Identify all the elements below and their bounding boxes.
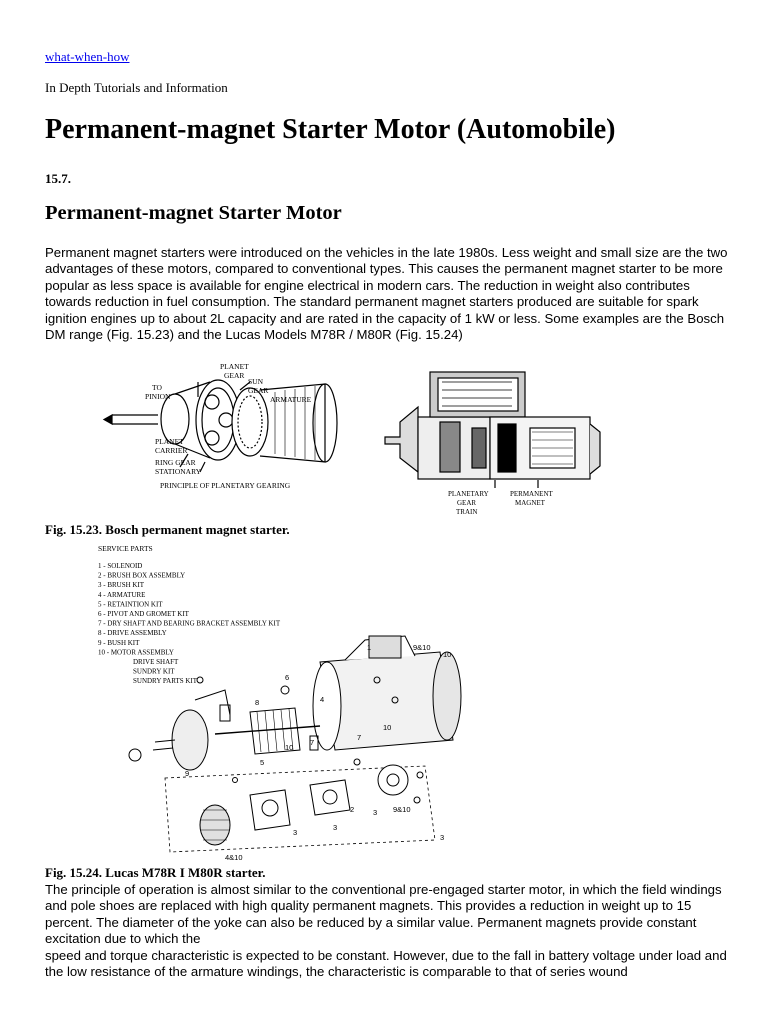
callout-5: 5 (260, 758, 265, 767)
service-part-item: SUNDRY KIT (133, 667, 175, 676)
callout-3-d: 3 (440, 833, 445, 842)
lucas-starter-figure (95, 540, 485, 865)
intro-paragraph: Permanent magnet starters were introduced on the vehicles in the late 1980s. Less weight and small size are the two advantages of these motors, compared to conventional types. This causes the permanent magnet starter to be more popular as less space is available for engine electrical in modern cars. The reduction in weight also contributes towards reduction in fuel consumption. The standard permanent magnet starters produced are suitable for spark ignition engines up to about 2L capacity and are rated in the capacity of 1 kW or less. Some examples are the Bosch DM range (Fig. 15.23) and the Lucas Models M78R / M80R (Fig. 15.24) (45, 245, 728, 343)
bosch-starter-figure (100, 362, 605, 520)
service-part-item: 9 - BUSH KIT (98, 638, 140, 647)
label-armature: ARMATURE (270, 395, 312, 404)
page-title: Permanent-magnet Starter Motor (Automobile) (45, 114, 616, 145)
service-part-item: 2 - BRUSH BOX ASSEMBLY (98, 571, 186, 580)
service-part-item: 7 - DRY SHAFT AND BEARING BRACKET ASSEMBLY KIT (98, 619, 281, 628)
service-part-item: 4 - ARMATURE (98, 590, 146, 599)
service-part-item: DRIVE SHAFT (133, 658, 179, 666)
label-planet: PLANET (220, 362, 249, 371)
label-train: TRAIN (456, 508, 478, 516)
label-gear: GEAR (224, 371, 245, 380)
figure-2-caption: Fig. 15.24. Lucas M78R I M80R starter. (45, 865, 266, 880)
operation-paragraph-part-2: speed and torque characteristic is expected to be constant. However, due to the fall in battery voltage under load and the low resistance of the armature windings, the characteristic is comparable to that of series wound (45, 947, 727, 980)
label-stationary: STATIONARY (155, 467, 202, 476)
callout-1: 1 (367, 643, 372, 652)
service-part-item: SUNDRY PARTS KIT (133, 677, 198, 686)
label-planet-carrier-1: PLANET (155, 437, 184, 446)
callout-3-a: 3 (293, 828, 298, 837)
site-home-link[interactable]: what-when-how (45, 49, 130, 64)
callout-10-mid: 10 (285, 743, 294, 752)
callout-6: 6 (285, 673, 290, 682)
callout-3-b: 3 (333, 823, 338, 832)
callout-9-10-top: 9&10 (413, 643, 431, 652)
figure-1-caption: Fig. 15.23. Bosch permanent magnet starter. (45, 522, 290, 537)
label-planetary: PLANETARY (448, 490, 489, 498)
planetary-gearing-diagram (104, 380, 337, 472)
label-principle: PRINCIPLE OF PLANETARY GEARING (160, 481, 291, 490)
service-parts-list (98, 562, 281, 685)
exploded-view (129, 636, 461, 852)
callout-8: 8 (255, 698, 260, 707)
label-planet-carrier-2: CARRIER (155, 446, 188, 455)
service-part-item: 8 - DRIVE ASSEMBLY (98, 629, 167, 638)
callout-10-top: 10 (443, 650, 452, 659)
label-to: TO (152, 383, 162, 392)
section-number: 15.7. (45, 171, 71, 186)
callout-9: 9 (185, 769, 190, 778)
callout-9-10-bottom: 9&10 (393, 805, 411, 814)
operation-paragraph (45, 882, 735, 980)
label-ring-gear: RING GEAR (155, 458, 196, 467)
callout-7-a: 7 (310, 738, 315, 747)
callout-7-b: 7 (357, 733, 362, 742)
site-tagline: In Depth Tutorials and Information (45, 80, 228, 95)
service-part-item: 5 - RETAINTION KIT (98, 600, 163, 609)
label-planetary-gear: GEAR (457, 499, 477, 507)
label-sun: SUN (248, 377, 264, 386)
callout-10-right: 10 (383, 723, 392, 732)
starter-cross-section (385, 372, 600, 488)
service-part-item: 6 - PIVOT AND GROMET KIT (98, 610, 189, 618)
callout-4-10: 4&10 (225, 853, 243, 862)
service-part-item: 3 - BRUSH KIT (98, 581, 145, 590)
label-sun-gear: GEAR (248, 386, 269, 395)
operation-paragraph-part-1: The principle of operation is almost similar to the conventional pre-engaged starter motor, in which the field windings and pole shoes are replaced with high quality permanent magnets. This provides a reduction in weight up to 15 percent. The diameter of the yoke can also be reduced by a similar value. Permanent magnets provide constant excitation due to which the (45, 882, 722, 947)
callout-4: 4 (320, 695, 325, 704)
callout-3-c: 3 (373, 808, 378, 817)
service-part-item: 10 - MOTOR ASSEMBLY (98, 648, 174, 657)
service-parts-title: SERVICE PARTS (98, 544, 153, 553)
label-permanent: PERMANENT (510, 490, 553, 498)
section-heading: Permanent-magnet Starter Motor (45, 202, 342, 224)
label-pinion: PINION (145, 392, 171, 401)
label-magnet: MAGNET (515, 499, 545, 507)
service-part-item: 1 - SOLENOID (98, 562, 143, 570)
callout-2: 2 (350, 805, 355, 814)
